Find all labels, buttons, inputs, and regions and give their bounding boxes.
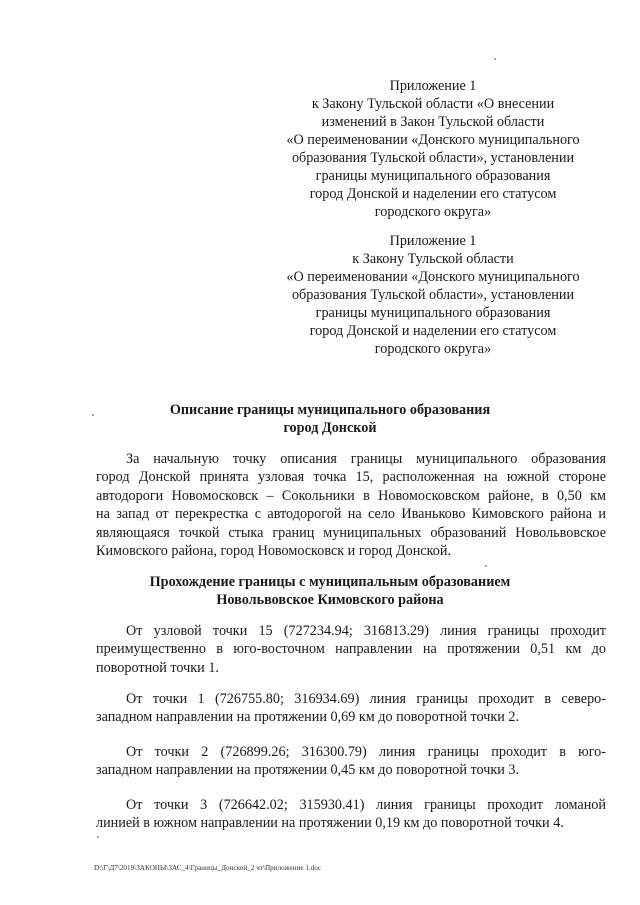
paragraph-line: линией в южном направлении на протяжении 0,19 км до поворотной точки 4. bbox=[96, 815, 564, 832]
paragraph-line: на запад от перекрестка с автодорогой на село Иваньково Кимовского района и bbox=[96, 506, 606, 523]
appendix-line: Приложение 1 bbox=[389, 233, 477, 249]
appendix-line: к Закону Тульской области «О внесении bbox=[311, 96, 555, 112]
appendix-line: «О переименовании «Донского муниципального bbox=[286, 132, 580, 148]
paragraph-line: От точки 2 (726899.26; 316300.79) линия границы проходит в юго- bbox=[126, 744, 606, 760]
appendix-line: образования Тульской области», установлении bbox=[291, 287, 575, 303]
boundary-point-paragraph bbox=[96, 743, 606, 780]
paragraph-line: преимущественно в юго-восточном направлении на протяжении 0,51 км до bbox=[96, 641, 606, 658]
scan-speck bbox=[494, 58, 496, 60]
appendix-line: границы муниципального образования bbox=[315, 305, 551, 321]
title-line: город Донской bbox=[283, 420, 377, 436]
document-title bbox=[90, 401, 570, 437]
appendix-line: городского округа» bbox=[374, 204, 492, 220]
paragraph-line: автодороги Новомосковск – Сокольники в Новомосковском районе, в 0,50 км bbox=[96, 487, 606, 504]
scan-speck bbox=[92, 414, 94, 416]
paragraph-line: поворотной точки 1. bbox=[96, 659, 219, 676]
paragraph-line: От узловой точки 15 (727234.94; 316813.29) линия границы проходит bbox=[126, 623, 606, 639]
paragraph-line: От точки 3 (726642.02; 315930.41) линия границы проходит ломаной bbox=[126, 797, 606, 813]
file-path-footer: D:\Г\Д7\2019\ЗАКОНЫ\ЗАС_4\Границы_Донской_2 чт\Приложение 1.doc bbox=[94, 864, 322, 872]
section-heading bbox=[90, 573, 570, 609]
appendix-line: город Донской и наделении его статусом bbox=[309, 323, 557, 339]
appendix-line: «О переименовании «Донского муниципального bbox=[286, 269, 580, 285]
paragraph-line: западном направлении на протяжении 0,69 км до поворотной точки 2. bbox=[96, 709, 520, 726]
scan-speck bbox=[485, 565, 487, 567]
section-heading-line: Прохождение границы с муниципальным образованием bbox=[149, 574, 511, 590]
appendix-line: границы муниципального образования bbox=[315, 168, 551, 184]
scan-speck bbox=[97, 836, 99, 838]
appendix-line: к Закону Тульской области bbox=[352, 251, 514, 267]
boundary-point-paragraph bbox=[96, 690, 606, 727]
paragraph-line: западном направлении на протяжении 0,45 км до поворотной точки 3. bbox=[96, 762, 520, 779]
appendix-line: город Донской и наделении его статусом bbox=[309, 186, 557, 202]
paragraph-line: За начальную точку описания границы муниципального образования bbox=[126, 451, 606, 467]
appendix-line: Приложение 1 bbox=[389, 78, 477, 94]
title-line: Описание границы муниципального образования bbox=[169, 402, 491, 418]
paragraph-line: являющаяся точкой стыка границ муниципальных образований Новольвовское bbox=[96, 524, 606, 541]
intro-paragraph bbox=[96, 450, 606, 560]
boundary-point-paragraph bbox=[96, 622, 606, 677]
appendix-line: изменений в Закон Тульской области bbox=[321, 114, 545, 130]
paragraph-line: город Донской принята узловая точка 15, расположенная на южной стороне bbox=[96, 469, 606, 486]
appendix-line: городского округа» bbox=[374, 341, 492, 357]
paragraph-line: Кимовского района, город Новомосковск и город Донской. bbox=[96, 543, 451, 560]
appendix-header-amended bbox=[262, 232, 604, 358]
appendix-header-original bbox=[262, 77, 604, 221]
section-heading-line: Новольвовское Кимовского района bbox=[216, 592, 444, 608]
paragraph-line: От точки 1 (726755.80; 316934.69) линия границы проходит в северо- bbox=[126, 691, 606, 707]
appendix-line: образования Тульской области», установлении bbox=[291, 150, 575, 166]
boundary-point-paragraph bbox=[96, 796, 606, 833]
